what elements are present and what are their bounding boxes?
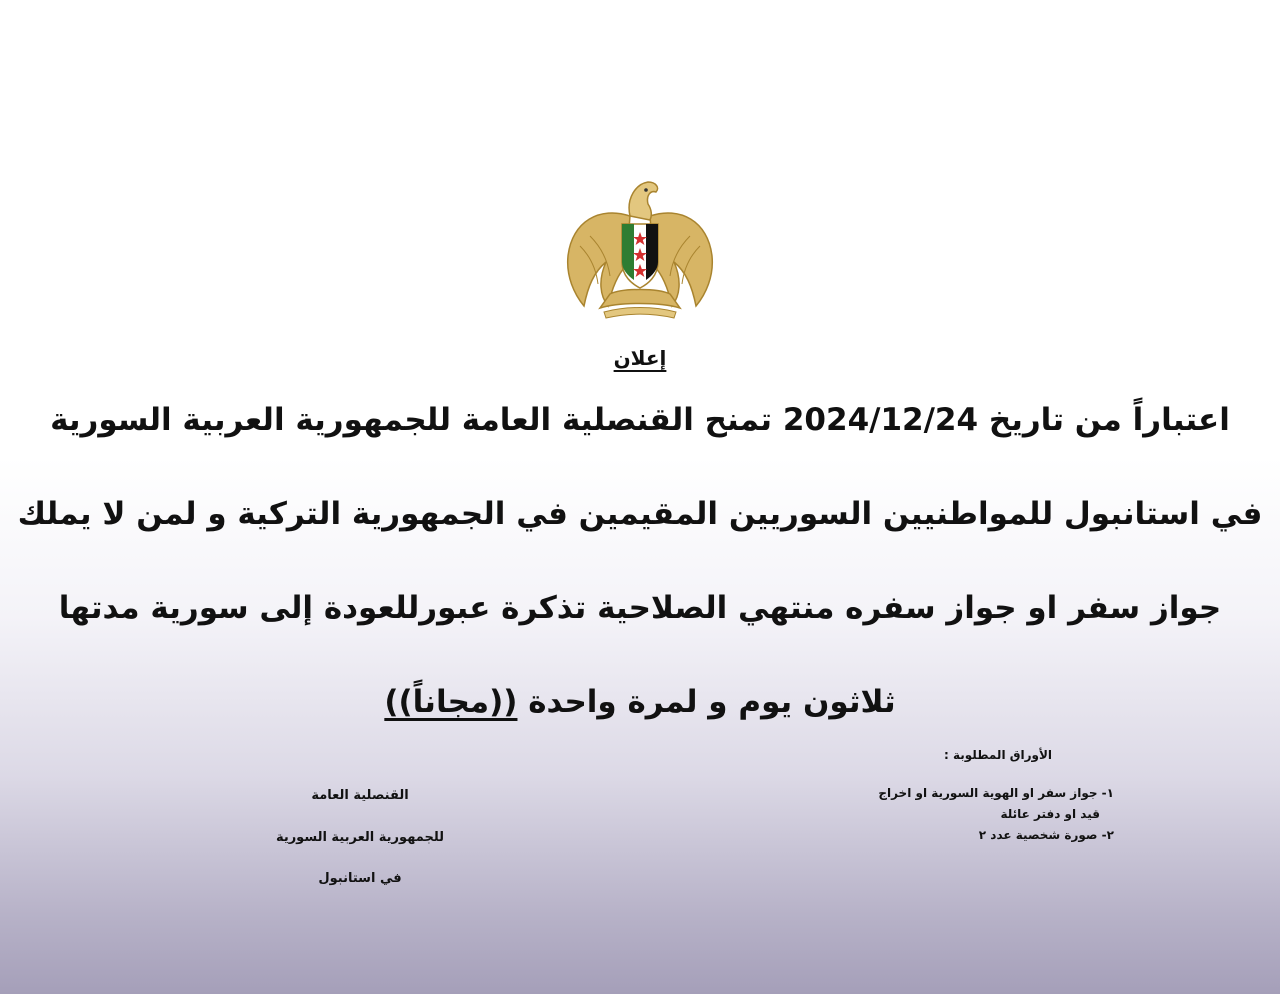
announcement-line-4-text: ثلاثون يوم و لمرة واحدة: [517, 684, 896, 720]
announcement-line-1: اعتباراً من تاريخ 2024/12/24 تمنح القنصلية العامة للجمهورية العربية السورية: [50, 402, 1230, 438]
required-doc-item-1: ١- جواز سفر او الهوية السورية او اخراج: [878, 786, 1114, 800]
signature-line-2: للجمهورية العربية السورية: [275, 830, 445, 845]
announcement-line-3: جواز سفر او جواز سفره منتهي الصلاحية تذكرة عبورللعودة إلى سورية مدتها: [58, 590, 1222, 626]
syrian-eagle-emblem: [560, 176, 720, 326]
free-of-charge-label: ((مجاناً)): [384, 684, 518, 720]
announcement-line-2: في استانبول للمواطنيين السوريين المقيمين في الجمهورية التركية و لمن لا يملك: [17, 496, 1263, 532]
announcement-title: إعلان: [613, 346, 667, 370]
emblem-ribbon: [604, 308, 676, 319]
announcement-line-4: [0, 684, 1280, 720]
required-docs-heading: الأوراق المطلوبة :: [944, 748, 1052, 762]
signature-line-3: في استانبول: [318, 871, 402, 886]
signature-line-1: القنصلية العامة: [311, 788, 409, 803]
required-doc-item-1-cont: قيد او دفتر عائلة: [1000, 807, 1100, 821]
required-doc-item-2: ٢- صورة شخصية عدد ٢: [978, 828, 1114, 842]
